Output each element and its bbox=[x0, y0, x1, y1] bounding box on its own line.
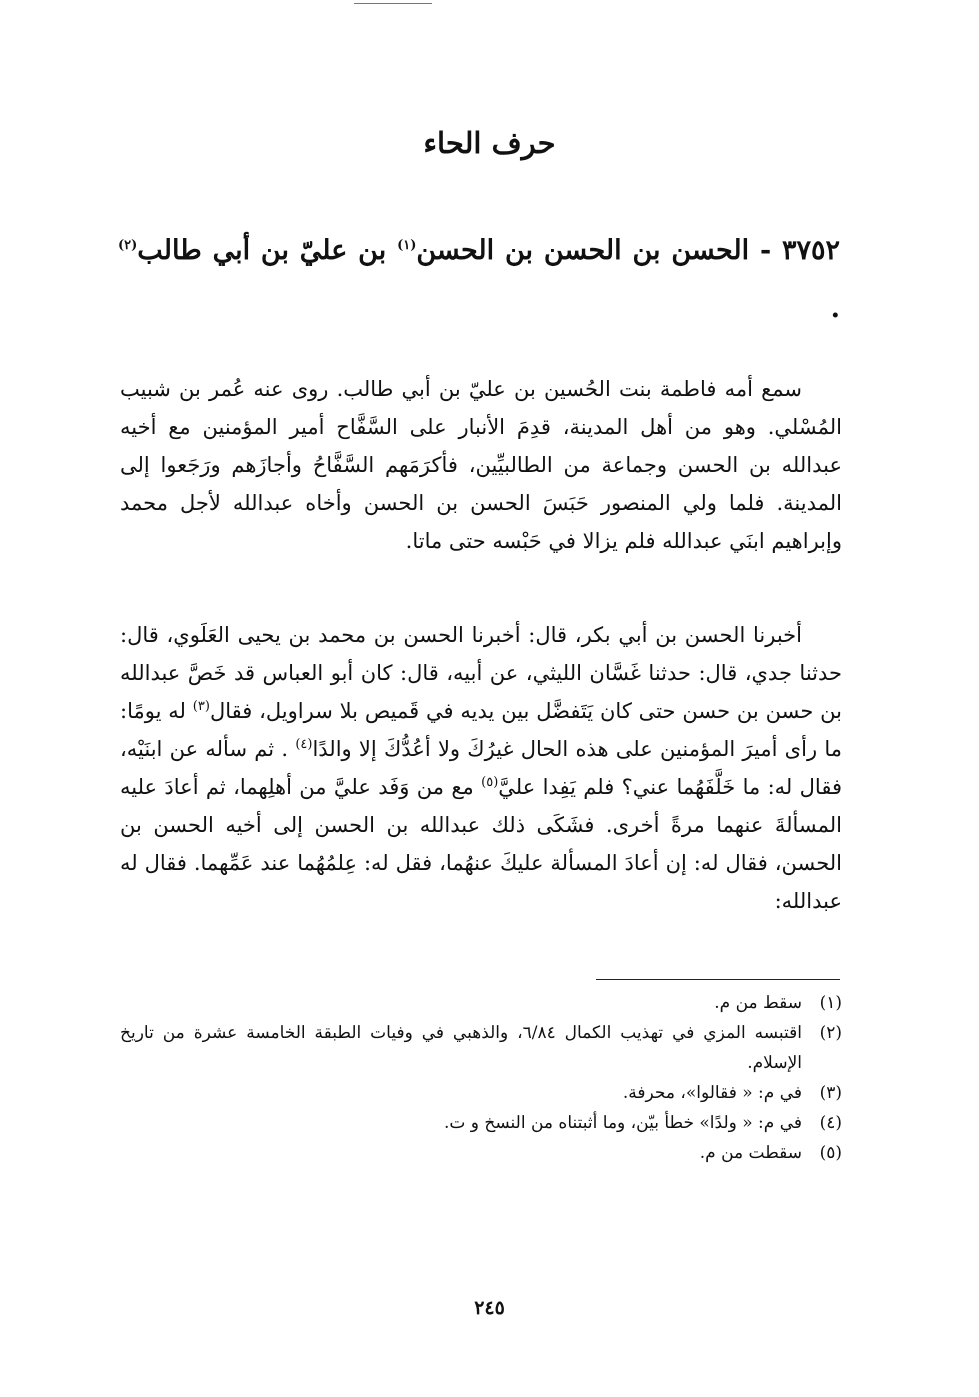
paragraph-biography bbox=[120, 370, 842, 560]
top-rule bbox=[354, 3, 432, 4]
footnote-ref-3: (٣) bbox=[192, 699, 210, 714]
page-number: ٢٤٥ bbox=[474, 1297, 505, 1319]
footnote-ref-5: (٥) bbox=[481, 775, 499, 790]
footnote-separator bbox=[596, 979, 840, 980]
entry-dash: - bbox=[759, 235, 772, 266]
entry-number: ٣٧٥٢ bbox=[782, 235, 841, 266]
footnote-text: في م: « ولدًا» خطأ بيّن، وما أثبتناه من النسخ و ت. bbox=[443, 1113, 802, 1133]
footnote-number: (٤) bbox=[819, 1113, 842, 1133]
narration-text-2: له يومًا: ما رأى أميرَ المؤمنين على هذه الحال غيرُكَ ولا أعُدُّكَ إلا والدًا bbox=[120, 699, 842, 761]
narration-text-3: . ثم سأله عن ابنَيْه، فقال له: ما خَلَّفَهُما عني؟ فلم يَفِدا عليَّ bbox=[120, 737, 842, 799]
paragraph-narration bbox=[120, 616, 842, 920]
footnote-ref-2: (٢) bbox=[118, 238, 138, 253]
chapter-title: حرف الحاء bbox=[423, 126, 556, 160]
footnote-ref-1: (١) bbox=[397, 238, 417, 253]
footnote-number: (٢) bbox=[819, 1023, 842, 1043]
footnote-text: اقتبسه المزي في تهذيب الكمال ٦/٨٤، والذهبي في وفيات الطبقة الخامسة عشرة من تاريخ الإسلام. bbox=[120, 1023, 802, 1073]
footnote-text: سقطت من م. bbox=[699, 1143, 802, 1163]
footnote-item bbox=[120, 1078, 842, 1108]
footnote-item bbox=[120, 988, 842, 1018]
footnote-item bbox=[120, 1108, 842, 1138]
narration-text-4: مع من وَفَد عليَّ من أهلِهما، ثم أعادَ عليه المسألةَ عنهما مرةً أخرى. فشَكَى ذلك عبدالله بن الحسن إلى أخيه الحسن بن الحسن، فقال له: إن أعادَ المسألة عليكَ عنهُما، فقل له: عِلمُهُما عند عَمِّهما. فقال له عبدالله: bbox=[120, 775, 842, 913]
footnote-item bbox=[120, 1138, 842, 1168]
footnote-number: (٥) bbox=[819, 1143, 842, 1163]
footnote-number: (١) bbox=[819, 993, 842, 1013]
footnotes bbox=[120, 988, 842, 1168]
footnote-number: (٣) bbox=[819, 1083, 842, 1103]
footnote-ref-4: (٤) bbox=[295, 737, 313, 752]
footnote-text: في م: « فقالوا»، محرفة. bbox=[622, 1083, 802, 1103]
footnote-text: سقط من م. bbox=[714, 993, 802, 1013]
paragraph-biography-text: سمع أمه فاطمة بنت الحُسين بن عليّ بن أبي طالب. روى عنه عُمر بن شبيب المُسْلي. وهو من أهل المدينة، قدِمَ الأنبار على السَّفَّاح أمير المؤمنين مع أخيه عبدالله بن الحسن وجماعة من الطالبيِّين، فأكرَمَهم السَّفَّاحُ وأجازَهم ورَجَعوا إلى المدينة. فلما ولي المنصور حَبَسَ الحسن بن الحسن وأخاه عبدالله لأجل محمد وإبراهيم ابنَي عبدالله فلم يزالا في حَبْسه حتى ماتا. bbox=[120, 377, 842, 553]
entry-end-dot: . bbox=[830, 293, 840, 324]
entry-name-part-a: الحسن بن الحسن بن الحسن bbox=[416, 235, 750, 266]
footnote-item bbox=[120, 1018, 842, 1078]
narration-text-1: أخبرنا الحسن بن أبي بكر، قال: أخبرنا الحسن بن محمد بن يحيى العَلَوي، قال: حدثنا جدي، قال: حدثنا غَسَّان الليثي، عن أبيه، قال: كان أبو العباس قد خَصَّ عبدالله بن حسن بن حسن حتى كان يَتَفضَّل بين يديه في قَميص بلا سراويل، فقال bbox=[120, 623, 842, 723]
entry-heading bbox=[118, 222, 840, 338]
entry-name-part-b: بن عليّ بن أبي طالب bbox=[137, 235, 387, 266]
